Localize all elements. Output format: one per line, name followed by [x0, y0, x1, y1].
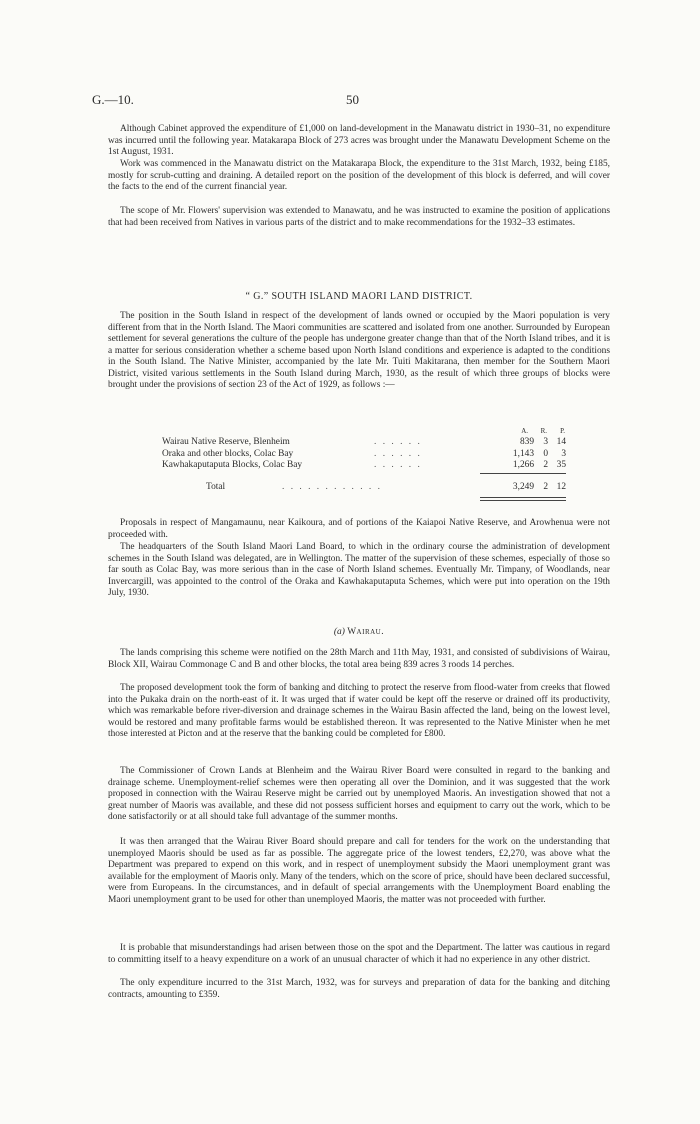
paragraph: The Commissioner of Crown Lands at Blenheim and the Wairau River Board were consulted in regard to the banking and drainage scheme. Unemployment-relief schemes were then operating all over the Dominion, and it was suggested that the work proposed in connection with the Wairau Reserve might be carried out by unemployed Maoris. An investigation showed that not a great number of Maoris was available, and these did not possess sufficient horses and equipment to carry out the work, which to be done satisfactorily or at all should take full advantage of the summer months. [108, 766, 610, 823]
table-row [162, 460, 566, 472]
row-perches: 3 [561, 448, 566, 459]
paragraph: Proposals in respect of Mangamaunu, near Kaikoura, and of portions of the Kaiapoi Native Reserve, and Arowhenua were not proceeded with. [108, 518, 610, 540]
row-roods: 0 [543, 448, 548, 459]
row-name: Wairau Native Reserve, Blenheim [162, 437, 290, 447]
row-name: Kawhakaputaputa Blocks, Colac Bay [162, 460, 303, 470]
table-subtotal-rule [480, 473, 566, 474]
subsection-title: Wairau. [347, 627, 385, 637]
table-column-headers [162, 427, 566, 437]
row-acres: 1,266 [512, 460, 534, 470]
paragraph: Work was commenced in the Manawatu district on the Matakarapa Block, the expenditure to the 31st March, 1932, being £185, mostly for scrub-cutting and draining. A detailed report on the position of the development of this block is deferred, and will cover the facts to the end of the current financial year. [108, 159, 610, 193]
row-perches: 14 [556, 437, 566, 447]
leader-dots: . . . . . . [374, 460, 422, 470]
paragraph: The position in the South Island in respect of the development of lands owned or occupied by the Maori population is very different from that in the North Island. The Maori communities are scattered and isolated from one another. Surrounded by European settlement for several generations the culture of the people has undergone greater change than that of the North Island tribes, and it is a matter for serious consideration whether a scheme based upon North Island conditions and experience is adapted to the conditions in the South Island. The Native Minister, accompanied by the late Mr. Tuiti Makitarana, then member for the Southern Maori District, visited various settlements in the South Island during March, 1930, as the result of which three groups of blocks were brought under the provisions of section 23 of the Act of 1929, as follows :— [108, 311, 610, 391]
table-total-double-rule [480, 497, 566, 501]
leader-dots: . . . . . . [374, 448, 422, 459]
row-roods: 3 [543, 437, 548, 447]
column-header-acres: A. [521, 427, 528, 435]
row-perches: 35 [556, 460, 566, 470]
subsection-prefix: (a) [333, 627, 345, 637]
paragraph: The scope of Mr. Flowers' supervision was extended to Manawatu, and he was instructed to examine the position of applications that had been received from Natives in various parts of the district and to make recommendations for the 1932–33 estimates. [108, 206, 610, 228]
table-row [162, 437, 566, 449]
table-row [162, 449, 566, 461]
section-heading: “ G.” SOUTH ISLAND MAORI LAND DISTRICT. [245, 291, 473, 302]
column-header-perches: P. [560, 427, 565, 435]
column-header-roods: R. [540, 427, 547, 435]
paragraph: The only expenditure incurred to the 31st March, 1932, was for surveys and preparation of data for the banking and ditching contracts, amounting to £359. [108, 978, 610, 1000]
total-acres: 3,249 [512, 481, 534, 492]
paragraph: The proposed development took the form of banking and ditching to protect the reserve from flood-water from creeks that flowed into the Pukaka drain on the north-east of it. It was urged that if water could be kept off the reserve or drained off its productivity, which was remarkable before river-diversion and drainage schemes in the Wairau Basin affected the land, being on the lowest level, would be restored and many profitable farms would be established thereon. It was represented to the Native Minister when he met those interested at Picton and at the reserve that the banking could be completed for £800. [108, 683, 610, 740]
leader-dots: . . . . . . . . . . . . [282, 481, 382, 492]
row-name: Oraka and other blocks, Colac Bay [162, 448, 294, 459]
row-roods: 2 [543, 460, 548, 470]
total-roods: 2 [543, 481, 548, 492]
total-label: Total [206, 481, 226, 492]
paragraph: It is probable that misunderstandings had arisen between those on the spot and the Department. The latter was cautious in regard to committing itself to a heavy expenditure on a work of an unusual character of which it had no experience in any other district. [108, 943, 610, 965]
paragraph: The headquarters of the South Island Maori Land Board, to which in the ordinary course the administration of development schemes in the South Island was delegated, are in Wellington. The matter of the supervision of these schemes, especially of those so far south as Colac Bay, was more serious than in the case of North Island schemes. Eventually Mr. Timpany, of Woodlands, near Invercargill, was appointed to the control of the Oraka and Kawhakaputaputa Schemes, which were put into operation on the 19th July, 1930. [108, 542, 610, 599]
paragraph: Although Cabinet approved the expenditure of £1,000 on land-development in the Manawatu district in 1930–31, no expenditure was incurred until the following year. Matakarapa Block of 273 acres was brought under the Manawatu Development Scheme on the 1st August, 1931. [108, 124, 610, 158]
paragraph: The lands comprising this scheme were notified on the 28th March and 11th May, 1931, and consisted of subdivisions of Wairau, Block XII, Wairau Commonage C and B and other blocks, the total area being 839 acres 3 roods 14 perches. [108, 648, 610, 670]
total-perches: 12 [556, 481, 566, 492]
row-acres: 1,143 [512, 448, 534, 459]
table-total-row [162, 482, 566, 494]
page-number: 50 [346, 92, 359, 107]
leader-dots: . . . . . . [374, 437, 422, 447]
paragraph: It was then arranged that the Wairau River Board should prepare and call for tenders for the work on the understanding that unemployed Maoris should be used as far as possible. The aggregate price of the lowest tenders, £2,270, was above what the Department was prepared to expend on this work, and in respect of unemployment subsidy the Maori unemployment grant was available for the employment of Maoris only. Many of the tenders, which on the score of price, should have been declared successful, were from Europeans. In the circumstances, and in default of special arrangements with the Unemployment Board enabling the Maori unemployment grant to be used for other than unemployed Maoris, the matter was not proceeded with further. [108, 837, 610, 905]
row-acres: 839 [519, 437, 534, 447]
subsection-heading [108, 627, 610, 637]
acreage-table [162, 427, 566, 493]
document-reference: G.—10. [92, 92, 134, 107]
